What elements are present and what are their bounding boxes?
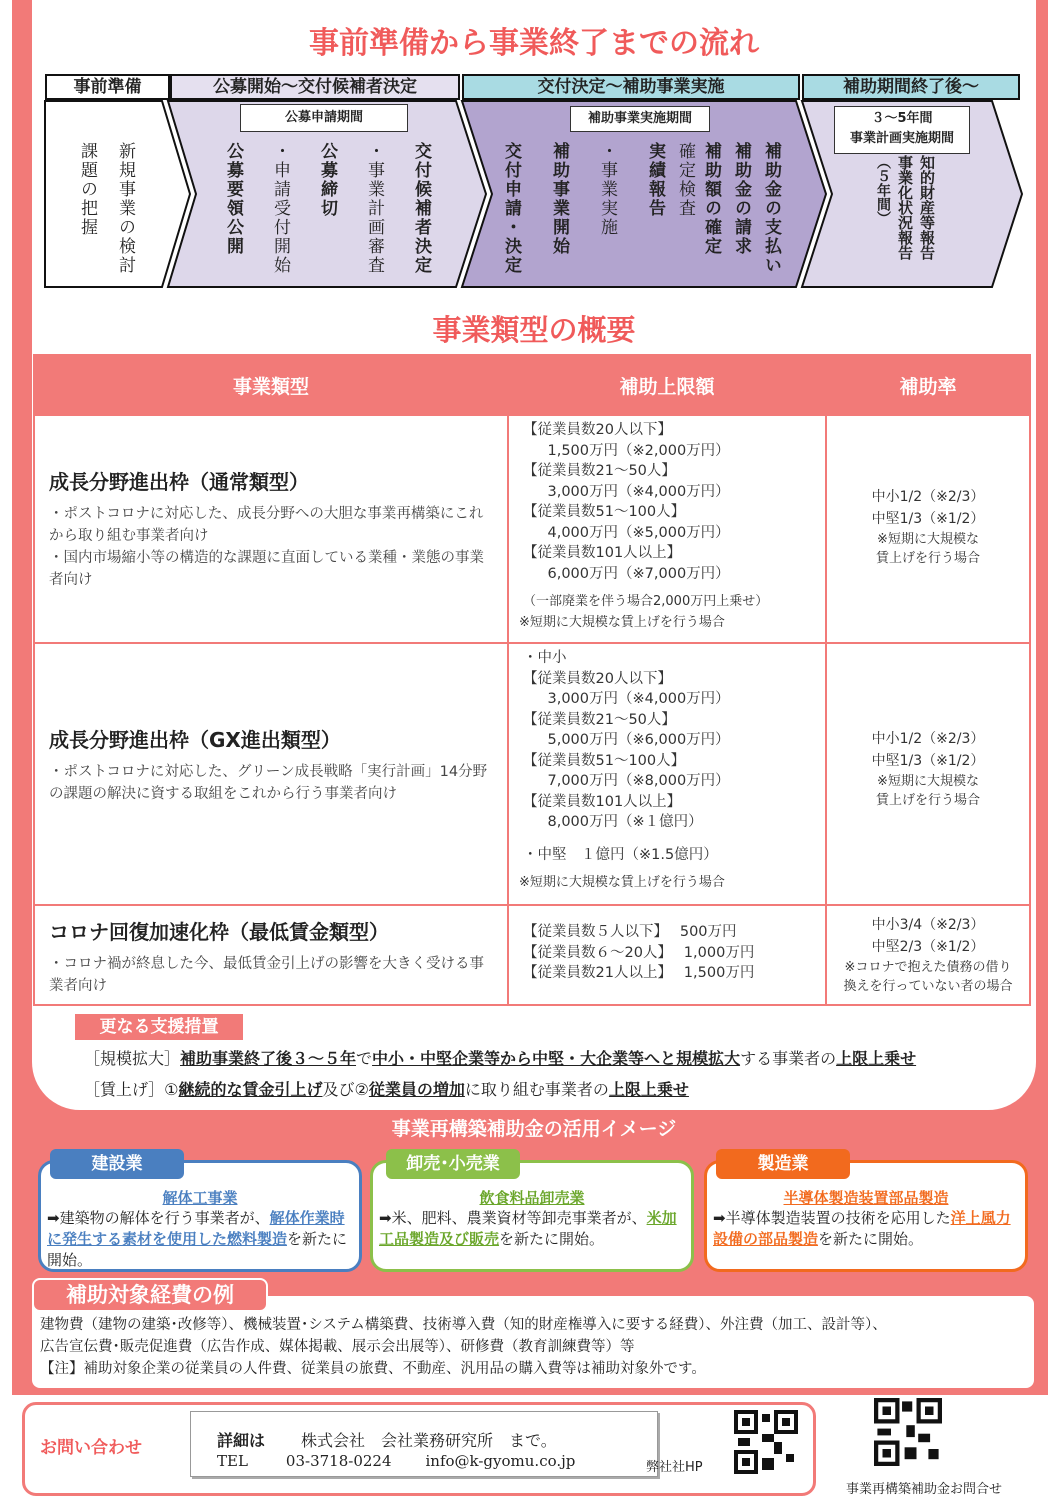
contact-company: 株式会社 会社業務研究所 まで。: [301, 1431, 557, 1450]
contact-line2: [217, 1452, 575, 1470]
limit-note: ※短期に大規模な賃上げを行う場合: [519, 614, 725, 630]
step-guideline-publish: 公募要領公開: [223, 142, 243, 256]
rate-cell: [826, 643, 1030, 905]
case-tag-manufacturing: 製造業: [716, 1149, 850, 1179]
rate-sme: 中小1/2（※2/3）: [871, 489, 985, 505]
limit-cell: [508, 415, 826, 643]
support-wage-label: ［賃上げ］: [84, 1080, 165, 1099]
table-row: [34, 905, 1030, 1005]
step-execution: ・事業実施: [597, 142, 617, 237]
limit-line: 【従業員数20人以下】: [523, 422, 672, 438]
header-rate: 補助率: [826, 355, 1030, 415]
step-candidate-decision: 交付候補者決定: [411, 142, 431, 275]
support-wage-raise: 継続的な賃金引上げ: [178, 1080, 323, 1099]
type-name: 成長分野進出枠（GX進出類型）: [49, 728, 341, 752]
rate-sme: 中小1/2（※2/3）: [871, 731, 985, 747]
expense-line: 建物費（建物の建築･改修等）、機械装置･システム構築費、技術導入費（知的財産権導入に要する経費）、外注費（加工、設計等）、: [40, 1317, 887, 1333]
case-text: ➡米、肥料、農業資材等卸売事業者が、: [379, 1209, 647, 1227]
support-text: で: [356, 1049, 373, 1068]
case-text: ➡建築物の解体を行う事業者が、: [47, 1209, 270, 1227]
limit-line: 【従業員数21～50人】: [523, 463, 676, 479]
rate-mid: 中堅2/3（※1/2）: [871, 939, 985, 955]
rate-note: 賃上げを行う場合: [875, 793, 980, 808]
step-inspection: 確定検査: [675, 142, 695, 218]
limit-line: 1,500万円（※2,000万円）: [533, 442, 730, 459]
rate-note: 換えを行っていない者の場合: [843, 979, 1013, 994]
contact-detail-label: 詳細は: [217, 1431, 266, 1450]
limit-line: 3,000万円（※4,000万円）: [533, 691, 730, 707]
flow-step-implementation: [500, 142, 782, 282]
support-scale-label: ［規模拡大］: [84, 1049, 181, 1068]
case-title: 半導体製造装置部品製造: [783, 1189, 949, 1207]
case-title: 解体工事業: [162, 1189, 238, 1207]
case-tag-wholesale: 卸売･小売業: [386, 1149, 520, 1179]
type-cell: [34, 905, 508, 1005]
table-row: [34, 415, 1030, 643]
types-table: [33, 354, 1031, 1006]
case-highlight: 洋上風力設備の部品製造: [713, 1209, 1011, 1248]
limit-cell: [508, 905, 826, 1005]
support-wage-result: 上限上乗せ: [608, 1080, 689, 1099]
type-desc: ・コロナ禍が終息した今、最低賃金引上げの影響を大きく受ける事業者向け: [49, 956, 484, 994]
support-wage-employees: 従業員の増加: [368, 1080, 465, 1099]
step-plan-review: ・事業計画審査: [364, 142, 384, 275]
contact-tel-label: TEL: [217, 1452, 248, 1470]
phase-2: 公募開始～交付候補者決定: [170, 74, 460, 100]
limit-line: 5,000万円（※6,000万円）: [533, 732, 730, 748]
limit-line: 【従業員数21～50人】: [523, 711, 676, 728]
phase-4: 補助期間終了後～: [802, 74, 1020, 100]
step-claim: 補助金の請求: [731, 142, 751, 256]
contact-line1: [217, 1428, 557, 1451]
step-project-start: 補助事業開始: [549, 142, 569, 256]
step-payment: 補助金の支払い: [761, 142, 781, 275]
step-amount-confirm: 補助額の確定: [701, 142, 721, 256]
step-report: 実績報告: [645, 142, 665, 218]
usage-title: 事業再構築補助金の活用イメージ: [391, 1118, 677, 1140]
limit-line: 【従業員数101人以上】: [523, 793, 682, 810]
section-title-types: 事業類型の概要: [432, 313, 636, 347]
table-row: [34, 643, 1030, 905]
step-new-business: 新規事業の検討: [115, 142, 135, 275]
contact-tel[interactable]: 03-3718-0224: [285, 1452, 392, 1470]
qr-code-inquiry-icon[interactable]: [874, 1398, 942, 1466]
rate-note: ※コロナで抱えた債務の借り: [844, 960, 1012, 975]
support-scale-period: 補助事業終了後３～５年: [180, 1049, 357, 1068]
support-text: 及び②: [322, 1080, 369, 1099]
contact-email[interactable]: info@k-gyomu.co.jp: [425, 1452, 576, 1470]
expense-line: 広告宣伝費･販売促進費（広告作成、媒体掲載、展示会出展等）、研修費（教育訓練費等）等: [40, 1339, 635, 1355]
period-label-plan-line2: 事業計画実施期間: [849, 131, 954, 146]
limit-line: 【従業員数５人以下】 500万円: [523, 924, 737, 940]
qr-code-hp-icon[interactable]: [734, 1410, 798, 1474]
phase-1: 事前準備: [45, 74, 170, 100]
rate-cell: [826, 905, 1030, 1005]
header-limit: 補助上限額: [508, 355, 826, 415]
case-body: [707, 1208, 1025, 1250]
contact-detail-box: [190, 1411, 658, 1477]
rate-note: 賃上げを行う場合: [875, 551, 980, 566]
type-cell: [34, 415, 508, 643]
header-type: 事業類型: [34, 355, 508, 415]
limit-line: ・中小: [523, 650, 567, 666]
rate-note: ※短期に大規模な: [877, 532, 979, 547]
support-text: に取り組む事業者の: [464, 1080, 609, 1099]
support-line-wage: [84, 1079, 689, 1101]
limit-line: 【従業員数６～20人】 1,000万円: [523, 944, 755, 961]
limit-line: 8,000万円（※１億円）: [533, 814, 703, 830]
period-label-application: 公募申請期間: [240, 104, 408, 132]
support-tag: 更なる支援措置: [75, 1014, 243, 1040]
support-text: する事業者の: [740, 1049, 837, 1068]
support-scale-desc: 中小・中堅企業等から中堅・大企業等へと規模拡大: [372, 1049, 741, 1068]
case-highlight: 米加工品製造及び販売: [379, 1209, 677, 1248]
expense-tag: 補助対象経費の例: [32, 1278, 268, 1312]
period-label-plan-line1: ３～5年間: [871, 111, 933, 126]
period-label-plan: [834, 106, 970, 154]
type-desc: ・ポストコロナに対応した、グリーン成長戦略「実行計画」14分野の課題の解決に資する取組をこれから行う事業者向け: [49, 764, 488, 802]
flow-step-prep: [76, 142, 136, 282]
case-text: を新たに開始。: [47, 1230, 348, 1269]
limit-line: 【従業員数20人以下】: [523, 670, 672, 687]
limit-note: ※短期に大規模な賃上げを行う場合: [519, 875, 725, 890]
type-cell: [34, 643, 508, 905]
limit-line: 3,000万円（※4,000万円）: [533, 483, 730, 500]
type-name: 成長分野進出枠（通常類型）: [49, 470, 309, 494]
limit-cell: [508, 643, 826, 905]
case-title: 飲食料品卸売業: [479, 1189, 585, 1207]
limit-mid: ・中堅 １億円（※1.5億円）: [523, 846, 718, 863]
type-name: コロナ回復加速化枠（最低賃金類型）: [49, 920, 389, 944]
rate-mid: 中堅1/3（※1/2）: [871, 511, 985, 527]
step-deadline: 公募締切: [317, 142, 337, 218]
case-text: を新たに開始。: [499, 1230, 605, 1248]
contact-label: お問い合わせ: [40, 1438, 142, 1458]
support-scale-result: 上限上乗せ: [836, 1049, 917, 1068]
limit-line: 【従業員数101人以上】: [523, 545, 682, 561]
flow-step-after: [872, 155, 938, 285]
limit-line: 【従業員数21人以上】 1,500万円: [523, 965, 755, 981]
flow-step-application: [222, 142, 432, 282]
phase-3: 交付決定～補助事業実施: [462, 74, 800, 100]
period-label-implementation: 補助事業実施期間: [570, 106, 710, 132]
limit-note: （一部廃業を伴う場合2,000万円上乗せ）: [523, 594, 769, 609]
rate-mid: 中堅1/3（※1/2）: [871, 753, 985, 769]
step-status-report: 事業化状況報告: [896, 155, 914, 260]
hp-label: 弊社社HP: [646, 1460, 703, 1475]
support-line-scale: [84, 1048, 916, 1070]
qr-caption: 事業再構築補助金お問合せ: [846, 1482, 1003, 1497]
case-highlight: 解体作業時に発生する素材を使用した燃料製造: [47, 1209, 345, 1248]
rate-sme: 中小3/4（※2/3）: [871, 917, 985, 933]
type-desc: ・国内市場縮小等の構造的な課題に直面している業種・業態の事業者向け: [49, 550, 484, 588]
step-five-years: （５年間）: [875, 155, 891, 225]
limit-line: 【従業員数51～100人】: [523, 752, 686, 769]
limit-line: 7,000万円（※8,000万円）: [533, 773, 730, 789]
limit-line: 【従業員数51～100人】: [523, 504, 686, 520]
step-issue: 課題の把握: [77, 142, 97, 237]
step-accept-start: ・申請受付開始: [270, 142, 290, 275]
page-title: 事前準備から事業終了までの流れ: [309, 26, 759, 61]
limit-line: 6,000万円（※7,000万円）: [533, 565, 730, 582]
step-ip-report: 知的財産等報告: [918, 155, 936, 260]
rate-cell: [826, 415, 1030, 643]
expense-note: 【注】補助対象企業の従業員の人件費、従業員の旅費、不動産、汎用品の購入費等は補助対象外です。: [40, 1361, 706, 1377]
case-body: [373, 1208, 691, 1250]
rate-note: ※短期に大規模な: [877, 774, 979, 789]
case-tag-construction: 建設業: [50, 1149, 184, 1179]
table-header-row: [34, 355, 1030, 415]
limit-line: 4,000万円（※5,000万円）: [533, 524, 730, 541]
step-grant-decision: 交付申請・決定: [501, 142, 521, 275]
case-text: を新たに開始。: [818, 1230, 924, 1248]
type-desc: ・ポストコロナに対応した、成長分野への大胆な事業再構築にこれから取り組む事業者向け: [49, 506, 484, 544]
support-text: ①: [164, 1080, 179, 1099]
case-text: ➡半導体製造装置の技術を応用した: [713, 1209, 951, 1227]
case-body: [41, 1208, 359, 1271]
